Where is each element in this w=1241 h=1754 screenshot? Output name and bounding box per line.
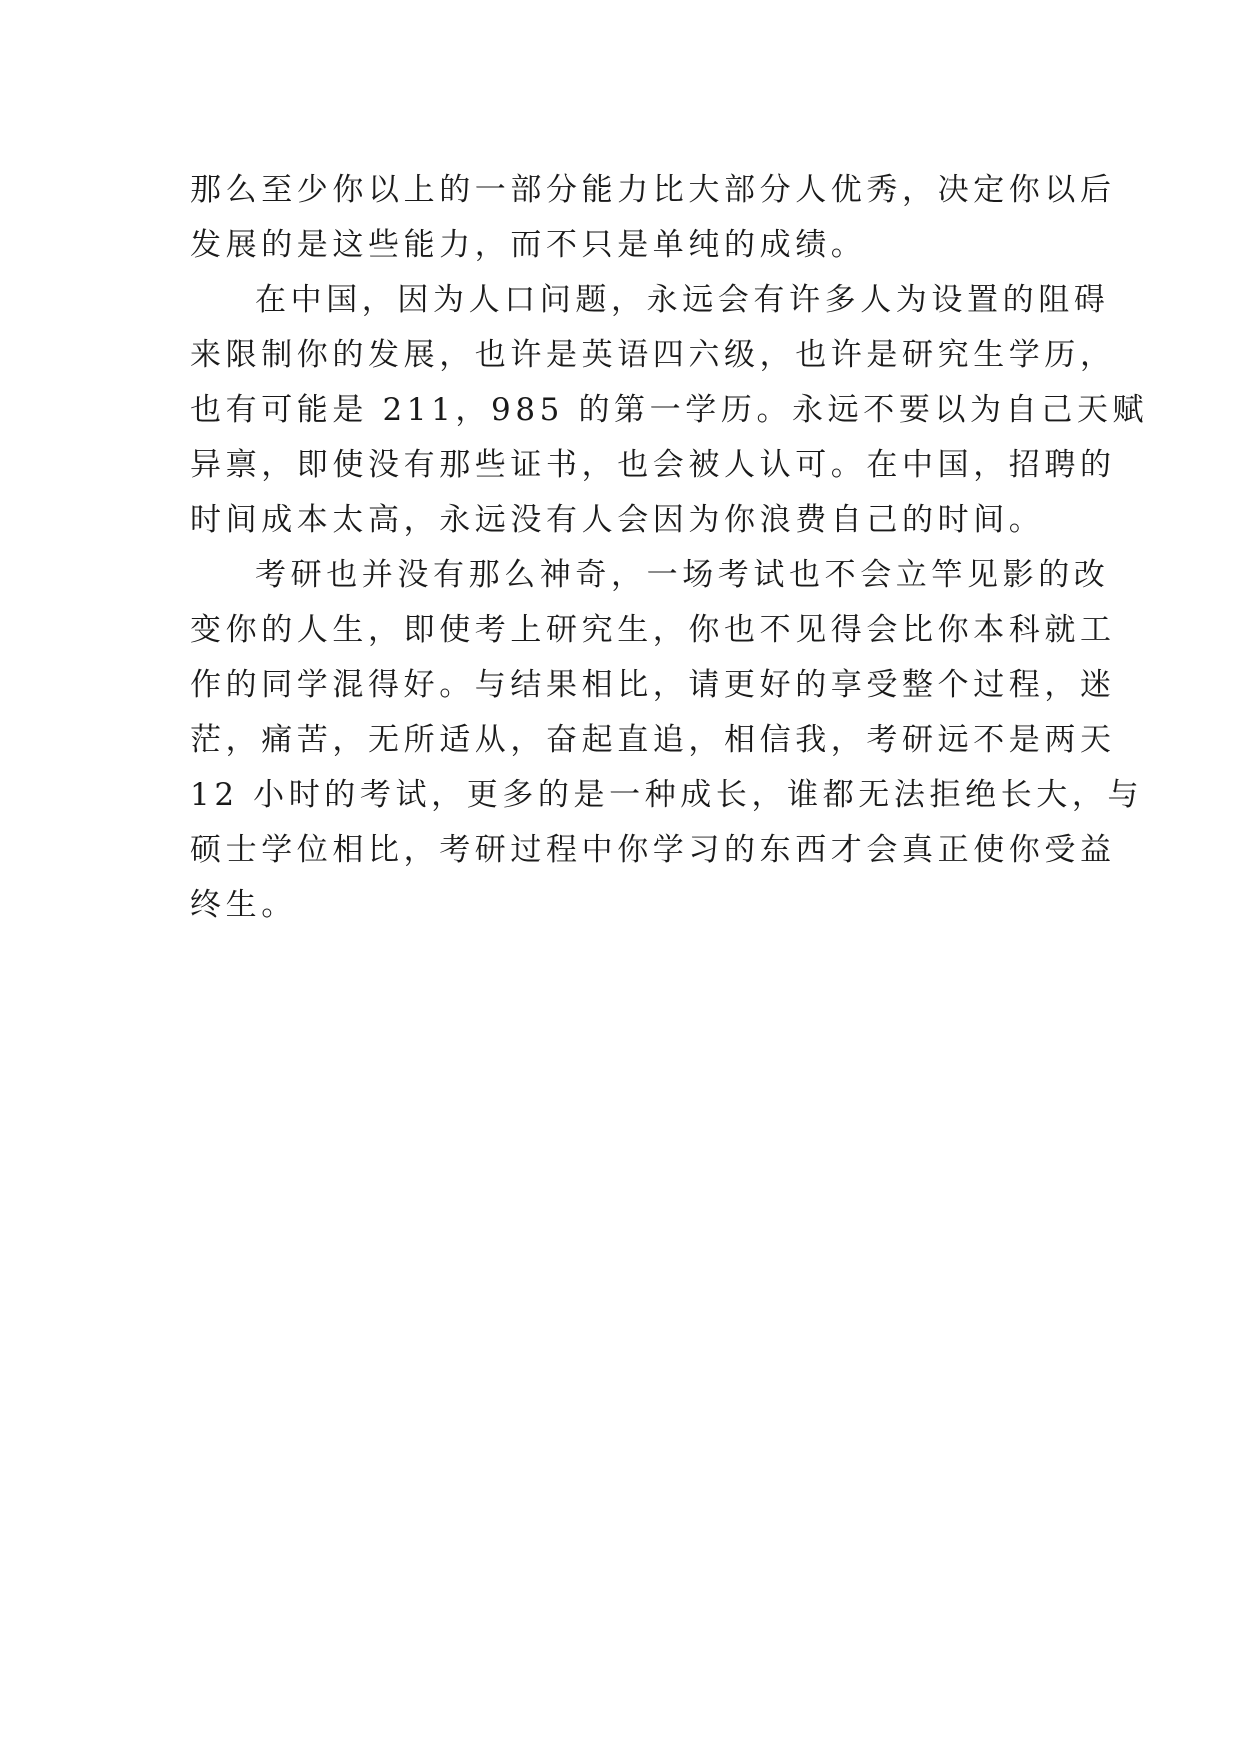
text-line: 作的同学混得好。与结果相比，请更好的享受整个过程，迷 <box>190 667 1116 703</box>
document-body <box>190 163 1149 933</box>
paragraph-2 <box>190 273 1149 548</box>
text-line: 也有可能是 211，985 的第一学历。永远不要以为自己天赋 <box>190 392 1149 428</box>
paragraph-3 <box>190 548 1144 933</box>
text-line: 变你的人生，即使考上研究生，你也不见得会比你本科就工 <box>190 612 1116 648</box>
text-line: 茫，痛苦，无所适从，奋起直追，相信我，考研远不是两天 <box>190 722 1116 758</box>
text-line: 那么至少你以上的一部分能力比大部分人优秀，决定你以后 <box>190 172 1116 208</box>
text-line: 异禀，即使没有那些证书，也会被人认可。在中国，招聘的 <box>190 447 1116 483</box>
text-line: 硕士学位相比，考研过程中你学习的东西才会真正使你受益 <box>190 832 1116 868</box>
paragraph-1 <box>190 163 1116 273</box>
text-line: 在中国，因为人口问题，永远会有许多人为设置的阻碍 <box>255 282 1110 318</box>
text-line: 来限制你的发展，也许是英语四六级，也许是研究生学历， <box>190 337 1116 373</box>
text-line: 终生。 <box>190 887 297 923</box>
text-line: 12 小时的考试，更多的是一种成长，谁都无法拒绝长大，与 <box>190 777 1144 813</box>
text-line: 时间成本太高，永远没有人会因为你浪费自己的时间。 <box>190 502 1045 538</box>
text-line: 发展的是这些能力，而不只是单纯的成绩。 <box>190 227 867 263</box>
text-line: 考研也并没有那么神奇，一场考试也不会立竿见影的改 <box>255 557 1110 593</box>
